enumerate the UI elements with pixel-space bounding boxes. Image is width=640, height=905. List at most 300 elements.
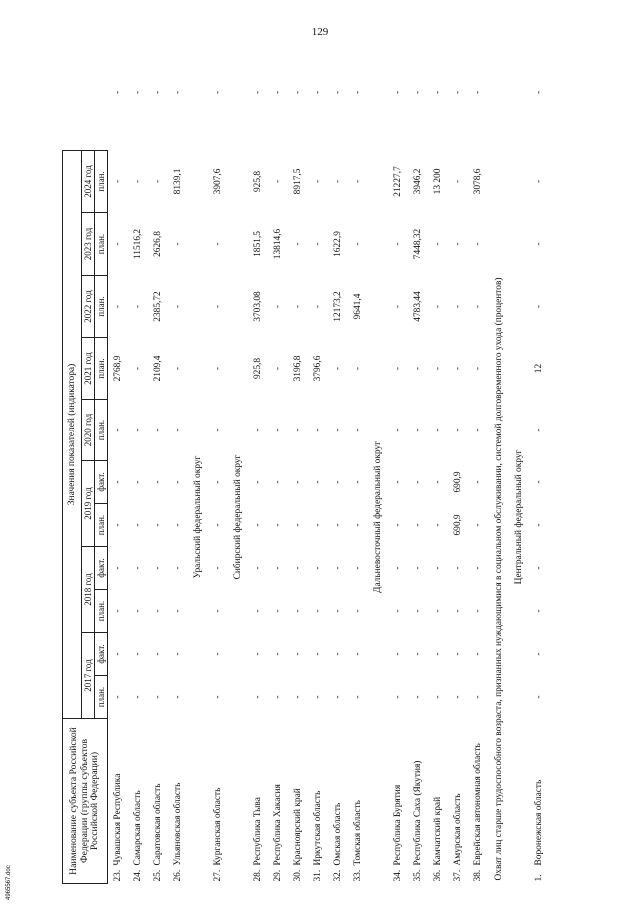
value-cell: -	[453, 242, 463, 246]
value-cell: 925,8	[253, 357, 263, 380]
value-cell: -	[433, 523, 443, 527]
header-year-2019: 2019 год	[82, 461, 95, 547]
value-cell: -	[133, 304, 143, 309]
value-cell: -	[534, 566, 544, 570]
value-cell: -	[473, 90, 483, 95]
region-name-cell	[108, 719, 129, 884]
value-cell: -	[113, 242, 123, 246]
value-cell: -	[534, 652, 544, 656]
region-name-cell	[328, 719, 348, 884]
table-row	[108, 35, 129, 884]
value-cell: 3703,08	[253, 291, 263, 322]
value-cell: -	[453, 428, 463, 432]
value-cell: -	[353, 609, 363, 613]
value-cell: -	[413, 428, 423, 432]
value-cell: -	[453, 304, 463, 309]
value-cell: -	[253, 523, 263, 527]
value-cell: -	[273, 428, 283, 432]
region-name-cell	[308, 719, 328, 884]
value-cell: 12173,2	[333, 291, 343, 322]
value-cell: -	[213, 304, 223, 309]
value-cell: -	[153, 652, 163, 656]
value-cell: -	[273, 179, 283, 184]
region-name-cell	[168, 719, 188, 884]
value-cell: -	[153, 523, 163, 527]
value-cell: -	[153, 179, 163, 184]
table-row	[388, 35, 408, 884]
value-cell: -	[253, 652, 263, 656]
value-cell: -	[393, 480, 403, 484]
value-cell: -	[213, 652, 223, 656]
value-cell: -	[313, 179, 323, 184]
value-cell: -	[253, 428, 263, 432]
header-indicators: Значения показателей (индикатора)	[63, 150, 82, 718]
table-row	[348, 35, 368, 884]
value-cell: -	[113, 179, 123, 184]
value-cell: 3078,6	[473, 168, 483, 195]
value-cell: -	[534, 480, 544, 484]
row-number: 1.	[534, 874, 544, 882]
value-cell: -	[333, 480, 343, 484]
header-plan: план.	[95, 400, 108, 461]
value-cell: -	[453, 609, 463, 613]
table-body-b	[208, 35, 228, 884]
value-cell: -	[113, 428, 123, 432]
value-cell: -	[173, 90, 183, 95]
value-cell: -	[113, 480, 123, 484]
value-cell: -	[393, 428, 403, 432]
table-row	[328, 35, 348, 884]
value-cell: -	[413, 609, 423, 613]
value-cell: -	[333, 179, 343, 184]
value-cell: -	[313, 566, 323, 570]
value-cell: -	[293, 609, 303, 613]
section-fareast	[368, 35, 388, 884]
section-ural	[188, 35, 208, 884]
value-cell: -	[534, 90, 544, 95]
value-cell: -	[473, 428, 483, 432]
value-cell: -	[473, 566, 483, 570]
value-cell: -	[273, 366, 283, 371]
value-cell: -	[133, 523, 143, 527]
table-row	[168, 35, 188, 884]
value-cell: -	[313, 652, 323, 656]
value-cell: -	[313, 304, 323, 309]
value-cell: -	[433, 90, 443, 95]
value-cell: -	[473, 304, 483, 309]
value-cell: -	[393, 304, 403, 309]
table-row	[428, 35, 448, 884]
table-row	[248, 35, 268, 884]
value-cell: -	[453, 366, 463, 371]
region-name: Республика Хакасия	[273, 784, 283, 866]
indicator-table	[62, 34, 549, 884]
value-cell: -	[413, 566, 423, 570]
value-cell: -	[253, 566, 263, 570]
value-cell: -	[112, 90, 123, 95]
value-cell: -	[433, 242, 443, 246]
value-cell: -	[393, 609, 403, 613]
value-cell: -	[253, 609, 263, 613]
value-cell: 8139,1	[173, 168, 183, 195]
region-name: Ульяновская область	[173, 782, 183, 866]
value-cell: -	[213, 90, 223, 95]
value-cell: -	[313, 90, 323, 95]
value-cell: -	[534, 242, 544, 246]
header-year-2022: 2022 год	[82, 276, 95, 338]
value-cell: -	[473, 523, 483, 527]
value-cell: -	[113, 566, 123, 570]
table-row	[128, 35, 148, 884]
value-cell: 21227,7	[393, 166, 403, 197]
value-cell: -	[473, 366, 483, 371]
value-cell: -	[213, 242, 223, 246]
row-number: 30.	[293, 869, 303, 882]
region-name: Томская область	[353, 800, 363, 866]
value-cell: -	[133, 366, 143, 371]
table-row	[408, 35, 428, 884]
value-cell: -	[453, 695, 463, 699]
value-cell: -	[473, 480, 483, 484]
value-cell: -	[353, 428, 363, 432]
section-title: Центральный федеральный округ	[514, 449, 524, 585]
row-number: 32.	[333, 869, 343, 882]
section-title: Уральский федеральный округ	[193, 455, 203, 579]
header-plan: план.	[95, 150, 108, 212]
table-row	[268, 35, 288, 884]
section-siberia	[228, 35, 248, 884]
value-cell: 2768,9	[113, 355, 123, 382]
header-year-2023: 2023 год	[82, 213, 95, 276]
value-cell: -	[113, 304, 123, 309]
value-cell: -	[534, 695, 544, 699]
value-cell: -	[273, 566, 283, 570]
region-name-cell	[268, 719, 288, 884]
value-cell: -	[173, 366, 183, 371]
value-cell: -	[293, 523, 303, 527]
table-row	[208, 35, 228, 884]
region-name-cell	[288, 719, 308, 884]
row-number: 34.	[393, 869, 403, 882]
value-cell: -	[273, 90, 283, 95]
value-cell: -	[253, 695, 263, 699]
header-year-2017: 2017 год	[82, 633, 95, 719]
region-name: Республика Бурятия	[393, 784, 403, 866]
value-cell: -	[333, 695, 343, 699]
table-row	[288, 35, 308, 884]
value-cell: -	[473, 609, 483, 613]
value-cell: 7448,32	[413, 228, 423, 260]
value-cell: -	[534, 428, 544, 432]
row-number: 23.	[113, 869, 123, 882]
value-cell: -	[534, 304, 544, 309]
region-name-cell	[408, 719, 428, 884]
value-cell: -	[173, 428, 183, 432]
value-cell: -	[173, 523, 183, 527]
value-cell: 3196,8	[293, 355, 303, 382]
value-cell: -	[293, 652, 303, 656]
value-cell: 12	[534, 363, 544, 374]
value-cell: -	[273, 480, 283, 484]
value-cell: -	[173, 695, 183, 699]
value-cell: -	[534, 523, 544, 527]
value-cell: -	[293, 566, 303, 570]
page-number: 129	[311, 26, 329, 38]
value-cell: -	[293, 480, 303, 484]
value-cell: -	[273, 695, 283, 699]
value-cell: -	[133, 480, 143, 484]
value-cell: -	[433, 480, 443, 484]
value-cell: -	[253, 90, 263, 95]
value-cell: -	[133, 652, 143, 656]
value-cell: -	[433, 428, 443, 432]
header-plan: план.	[95, 213, 108, 276]
section-central	[509, 35, 529, 884]
value-cell: -	[333, 566, 343, 570]
value-cell: 1622,9	[333, 231, 343, 257]
value-cell: -	[133, 609, 143, 613]
value-cell: 4783,44	[413, 291, 423, 322]
value-cell: -	[273, 523, 283, 527]
region-name: Омская область	[333, 802, 343, 866]
value-cell: -	[534, 179, 544, 184]
region-name: Амурская область	[453, 793, 463, 866]
row-number: 25.	[153, 869, 163, 882]
value-cell: -	[413, 695, 423, 699]
value-cell: -	[453, 566, 463, 570]
value-cell: -	[213, 609, 223, 613]
value-cell: -	[133, 90, 143, 95]
table-body-d	[388, 35, 488, 884]
value-cell: -	[433, 695, 443, 699]
value-cell: -	[273, 609, 283, 613]
value-cell: -	[153, 480, 163, 484]
value-cell: 3946,2	[413, 168, 423, 195]
region-name: Воронежская область	[534, 779, 544, 866]
value-cell: -	[153, 695, 163, 699]
region-name-cell	[529, 719, 549, 884]
table-row	[529, 35, 549, 884]
value-cell: 3907,6	[213, 168, 223, 195]
value-cell: -	[353, 90, 363, 95]
row-number: 26.	[173, 869, 183, 882]
value-cell: -	[293, 304, 303, 309]
region-name: Красноярский край	[293, 788, 303, 866]
row-number: 35.	[413, 869, 423, 882]
header-plan: план.	[95, 276, 108, 338]
value-cell: -	[473, 695, 483, 699]
region-name-cell	[468, 719, 488, 884]
value-cell: -	[293, 428, 303, 432]
value-cell: -	[393, 366, 403, 371]
row-number: 24.	[133, 869, 143, 882]
region-name-cell	[248, 719, 268, 884]
value-cell: 2385,72	[153, 291, 163, 322]
value-cell: 8917,5	[293, 168, 303, 195]
value-cell: 925,8	[253, 170, 263, 193]
document-id: 4965567.doc	[6, 865, 12, 900]
header-year-2024: 2024 год	[82, 150, 95, 212]
header-plan: план.	[95, 590, 108, 633]
region-name-cell	[448, 719, 468, 884]
region-name: Камчатский край	[433, 796, 443, 866]
value-cell: -	[433, 652, 443, 656]
value-cell: -	[113, 523, 123, 527]
value-cell: -	[393, 652, 403, 656]
row-number: 27.	[213, 869, 223, 882]
value-cell: -	[213, 566, 223, 570]
value-cell: -	[213, 428, 223, 432]
value-cell: -	[153, 566, 163, 570]
header-plan: план.	[95, 338, 108, 400]
value-cell: -	[293, 242, 303, 246]
value-cell: 2109,4	[153, 355, 163, 382]
value-cell: -	[313, 609, 323, 613]
value-cell: -	[173, 609, 183, 613]
region-name-cell	[428, 719, 448, 884]
table-body-e	[529, 35, 549, 884]
value-cell: -	[133, 179, 143, 184]
value-cell: -	[333, 652, 343, 656]
value-cell: -	[393, 566, 403, 570]
region-name: Курганская область	[213, 787, 223, 866]
value-cell: -	[453, 179, 463, 184]
row-number: 29.	[273, 869, 283, 882]
region-name: Республика Саха (Якутия)	[413, 760, 423, 866]
region-name: Чувашская Республика	[113, 773, 123, 866]
value-cell: -	[333, 523, 343, 527]
value-cell: -	[293, 695, 303, 699]
value-cell: -	[213, 366, 223, 371]
value-cell: 13 200	[433, 168, 443, 195]
region-name-cell	[388, 719, 408, 884]
value-cell: -	[353, 480, 363, 484]
header-year-2021: 2021 год	[82, 338, 95, 400]
header-fact: факт.	[95, 633, 108, 676]
table-row	[448, 35, 468, 884]
value-cell: -	[313, 695, 323, 699]
value-cell: 11516,2	[133, 228, 143, 260]
region-name: Саратовская область	[153, 783, 163, 866]
region-name-cell	[128, 719, 148, 884]
table-row	[148, 35, 168, 884]
value-cell: -	[213, 695, 223, 699]
value-cell: -	[393, 242, 403, 246]
header-year-2020: 2020 год	[82, 400, 95, 461]
value-cell: -	[353, 652, 363, 656]
header-plan: план.	[95, 676, 108, 719]
value-cell: -	[353, 242, 363, 246]
value-cell: -	[153, 90, 163, 95]
value-cell: -	[333, 90, 343, 95]
value-cell: -	[133, 566, 143, 570]
indicator-title: Охват лиц старше трудоспособного возраста, признанных нуждающимися в социальном обслуживании, системой долговременного ухода (процентов)	[493, 277, 504, 881]
row-number: 31.	[313, 869, 323, 882]
value-cell: 2626,8	[153, 231, 163, 257]
value-cell: -	[433, 304, 443, 309]
table-body-c	[248, 35, 368, 884]
header-fact: факт.	[95, 461, 108, 504]
value-cell: -	[213, 480, 223, 484]
value-cell: -	[173, 566, 183, 570]
table-row	[308, 35, 328, 884]
region-name: Еврейская автономная область	[473, 743, 483, 866]
region-name-cell	[348, 719, 368, 884]
value-cell: 690,9	[453, 514, 463, 536]
region-name: Республика Тыва	[253, 797, 263, 866]
row-number: 28.	[253, 869, 263, 882]
value-cell: -	[113, 652, 123, 656]
value-cell: -	[413, 90, 423, 95]
header-fact: факт.	[95, 547, 108, 590]
value-cell: -	[173, 242, 183, 246]
row-number: 36.	[433, 869, 443, 882]
value-cell: -	[353, 566, 363, 570]
value-cell: -	[173, 304, 183, 309]
value-cell: -	[253, 480, 263, 484]
value-cell: 3796,6	[313, 355, 323, 382]
value-cell: -	[273, 652, 283, 656]
value-cell: -	[173, 480, 183, 484]
row-number: 38.	[473, 869, 483, 882]
value-cell: -	[453, 90, 463, 95]
indicator-note	[488, 35, 509, 884]
value-cell: -	[473, 242, 483, 246]
region-name-cell	[148, 719, 168, 884]
value-cell: -	[453, 652, 463, 656]
region-name-cell	[208, 719, 228, 884]
value-cell: 690,9	[453, 471, 463, 493]
value-cell: -	[153, 609, 163, 613]
value-cell: -	[353, 523, 363, 527]
value-cell: -	[413, 652, 423, 656]
table-body-a	[108, 35, 189, 884]
rotated-table-area	[62, 34, 578, 884]
header-name-column: Наименование субъекта Российской Федерации (группы субъектов Российской Федерации)	[63, 719, 108, 884]
value-cell: -	[413, 366, 423, 371]
value-cell: -	[413, 523, 423, 527]
value-cell: -	[133, 428, 143, 432]
value-cell: -	[433, 366, 443, 371]
value-cell: -	[353, 366, 363, 371]
value-cell: -	[113, 609, 123, 613]
header-year-2018: 2018 год	[82, 547, 95, 633]
value-cell: -	[333, 366, 343, 371]
value-cell: -	[473, 652, 483, 656]
value-cell: -	[153, 428, 163, 432]
region-name: Иркутская область	[313, 790, 323, 866]
value-cell: -	[273, 304, 283, 309]
value-cell: -	[133, 695, 143, 699]
value-cell: -	[293, 90, 303, 95]
section-title: Сибирский федеральный округ	[233, 454, 243, 580]
value-cell: -	[413, 480, 423, 484]
value-cell: -	[333, 428, 343, 432]
row-number: 33.	[353, 869, 363, 882]
table-row	[468, 35, 488, 884]
value-cell: 1851,5	[253, 231, 263, 257]
value-cell: -	[333, 609, 343, 613]
value-cell: -	[313, 523, 323, 527]
value-cell: -	[353, 179, 363, 184]
value-cell: -	[173, 652, 183, 656]
region-name: Самарская область	[133, 790, 143, 866]
value-cell: -	[313, 428, 323, 432]
value-cell: -	[393, 90, 403, 95]
value-cell: -	[313, 242, 323, 246]
value-cell: -	[113, 695, 123, 699]
value-cell: 9641,4	[353, 293, 363, 320]
